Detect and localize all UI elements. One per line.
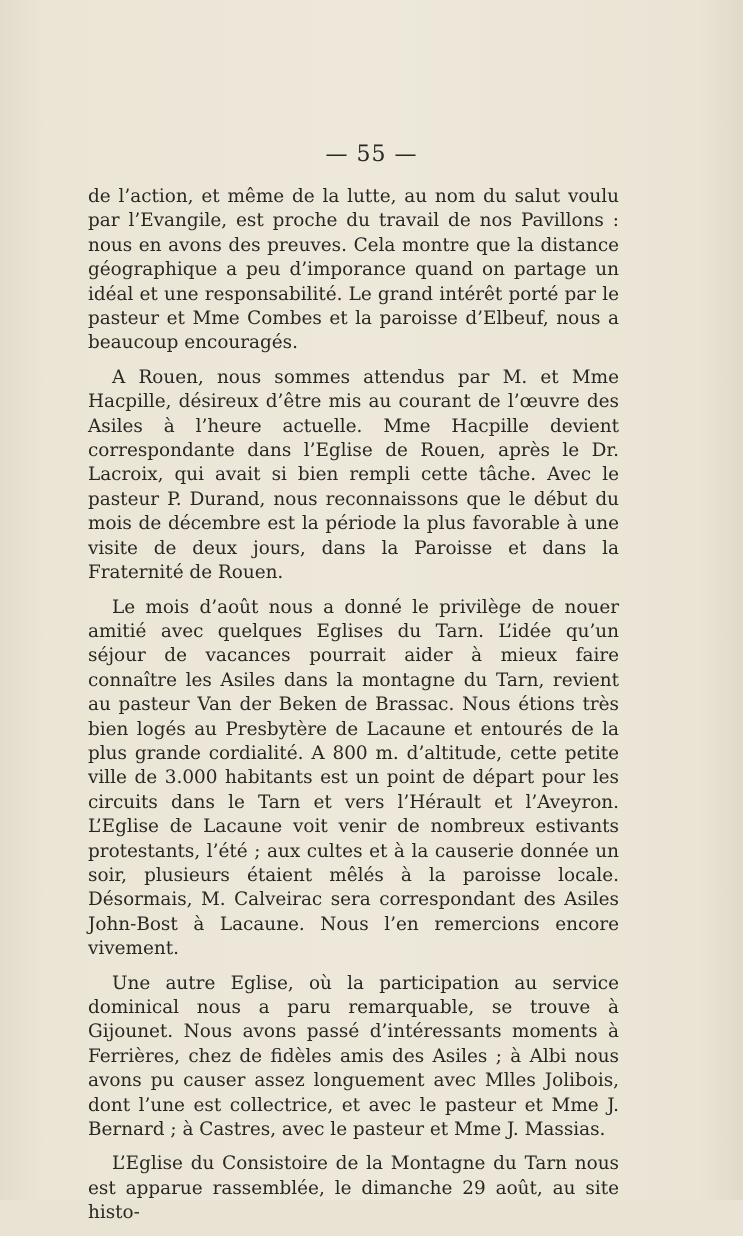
paragraph-consistoire: L’Eglise du Consistoire de la Montagne du Tarn nous est apparue rassemblée, le dimanche 29 août, au site histo- [88, 1153, 619, 1224]
body-text [88, 185, 619, 1236]
paragraph-tarn: Le mois d’août nous a donné le privilège de nouer amitié avec quelques Eglises du Tarn. L’idée qu’un séjour de vacances pourrait aider à mieux faire connaître les Asiles dans la montagne du Tarn, revient au pasteur Van der Beken de Brassac. Nous étions très bien logés au Presbytère de Lacaune et entourés de la plus grande cordialité. A 800 m. d’altitude, cette petite ville de 3.000 habitants est un point de départ pour les circuits dans le Tarn et vers l’Hérault et l’Aveyron. L’Eglise de Lacaune voit venir de nombreux estivants protestants, l’été ; aux cultes et à la causerie donnée un soir, plusieurs étaient mêlés à la paroisse locale. Désormais, M. Calveirac sera correspondant des Asiles John-Bost à Lacaune. Nous l’en remercions encore vivement. [88, 596, 619, 960]
page-number: — 55 — [325, 142, 418, 167]
paragraph-gijounet: Une autre Eglise, où la participation au service dominical nous a paru remarquable, se trouve à Gijounet. Nous avons passé d’intéressants moments à Ferrières, chez de fidèles amis des Asiles ; à Albi nous avons pu causer assez longuement avec Mlles Jolibois, dont l’une est collectrice, et avec le pasteur et Mme J. Bernard ; à Castres, avec le pasteur et Mme J. Massias. [88, 972, 619, 1141]
paragraph-rouen: A Rouen, nous sommes attendus par M. et Mme Hacpille, désireux d’être mis au courant de l’œuvre des Asiles à l’heure actuelle. Mme Hacpille devient correspondante dans l’Eglise de Rouen, après le Dr. Lacroix, qui avait si bien rempli cette tâche. Avec le pasteur P. Durand, nous reconnaissons que le début du mois de décembre est la période la plus favorable à une visite de deux jours, dans la Paroisse et dans la Fraternité de Rouen. [88, 366, 619, 584]
paragraph-elbeuf: de l’action, et même de la lutte, au nom du salut voulu par l’Evangile, est proche du travail de nos Pavillons : nous en avons des preuves. Cela montre que la distance géographique a peu d’imporance quand on partage un idéal et une responsabilité. Le grand intérêt porté par le pasteur et Mme Combes et la paroisse d’Elbeuf, nous a beaucoup encouragés. [88, 186, 619, 354]
